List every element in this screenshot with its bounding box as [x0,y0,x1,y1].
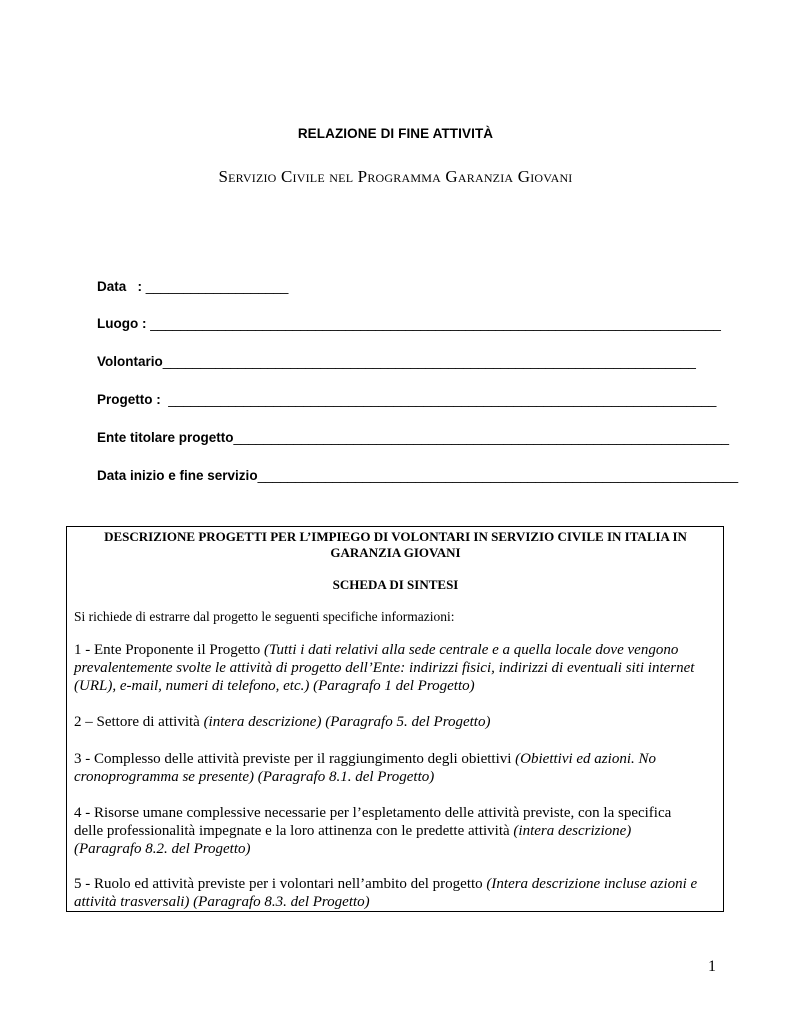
field-ente-titolare-line[interactable]: __________________________________________________________________ [233,430,730,445]
box-subheading: SCHEDA DI SINTESI [332,577,459,592]
item5-note-l1: (Intera descrizione incluse azioni e [486,876,698,892]
page-number: 1 [708,958,716,975]
document-title: RELAZIONE DI FINE ATTIVITÀ [297,126,494,141]
field-progetto-label: Progetto : [97,392,169,407]
list-item-5 [74,875,722,911]
field-data-label: Data : [97,279,146,294]
list-item-3 [74,750,722,786]
item3-text: 3 - Complesso delle attività previste per il raggiungimento degli obiettivi [74,751,516,767]
field-ente-titolare-label: Ente titolare progetto [97,430,234,445]
item1-text: 1 - Ente Proponente il Progetto [74,642,264,658]
item1-note-l3: (URL), e-mail, numeri di telefono, etc.) (Paragrafo 1 del Progetto) [74,678,475,694]
item4-note-l2: (intera descrizione) [513,823,632,839]
box-intro: Si richiede di estrarre dal progetto le seguenti specifiche informazioni: [74,609,455,624]
box-heading-line2: GARANZIA GIOVANI [330,545,461,560]
field-volontario-line[interactable]: _______________________________________________________________________ [162,354,696,369]
field-data-line[interactable]: ___________________ [145,279,289,294]
list-item-4 [74,804,722,858]
document-subtitle: Servizio Civile nel Programma Garanzia Giovani [218,167,573,186]
box-heading-line1: DESCRIZIONE PROGETTI PER L’IMPIEGO DI VOLONTARI IN SERVIZIO CIVILE IN ITALIA IN [104,529,687,544]
item5-note-l2: attività trasversali) (Paragrafo 8.3. del Progetto) [74,894,370,910]
item1-note-l1: (Tutti i dati relativi alla sede centrale e a quella locale dove vengono [263,642,679,658]
item3-note-l2: cronoprogramma se presente) (Paragrafo 8.1. del Progetto) [74,769,435,785]
list-item-1 [74,641,722,695]
field-luogo-label: Luogo : [97,316,151,331]
item1-note-l2: prevalentemente svolte le attività di progetto dell’Ente: indirizzi fisici, indirizzi di eventuali siti internet [74,660,695,676]
field-data-inizio-fine [82,453,738,498]
field-progetto-line[interactable]: _________________________________________________________________________ [168,392,717,407]
box-heading [0,529,791,561]
item4-note-l3: (Paragrafo 8.2. del Progetto) [74,841,251,857]
field-volontario-label: Volontario [97,354,163,369]
item4-text-l2: delle professionalità impegnate e la loro attinenza con le predette attività [74,823,514,839]
field-luogo-line[interactable]: ____________________________________________________________________________ [150,316,721,331]
item2-text: 2 – Settore di attività [74,714,204,730]
item5-text: 5 - Ruolo ed attività previste per i volontari nell’ambito del progetto [74,876,487,892]
item2-note-l1: (intera descrizione) (Paragrafo 5. del Progetto) [203,714,491,730]
item4-text-l1: 4 - Risorse umane complessive necessarie per l’espletamento delle attività previste, con la specifica [74,805,672,821]
field-data-inizio-fine-line[interactable]: ________________________________________________________________ [257,468,739,483]
field-data-inizio-fine-label: Data inizio e fine servizio [97,468,258,483]
list-item-2 [74,713,722,731]
item3-note-l1: (Obiettivi ed azioni. No [515,751,656,767]
